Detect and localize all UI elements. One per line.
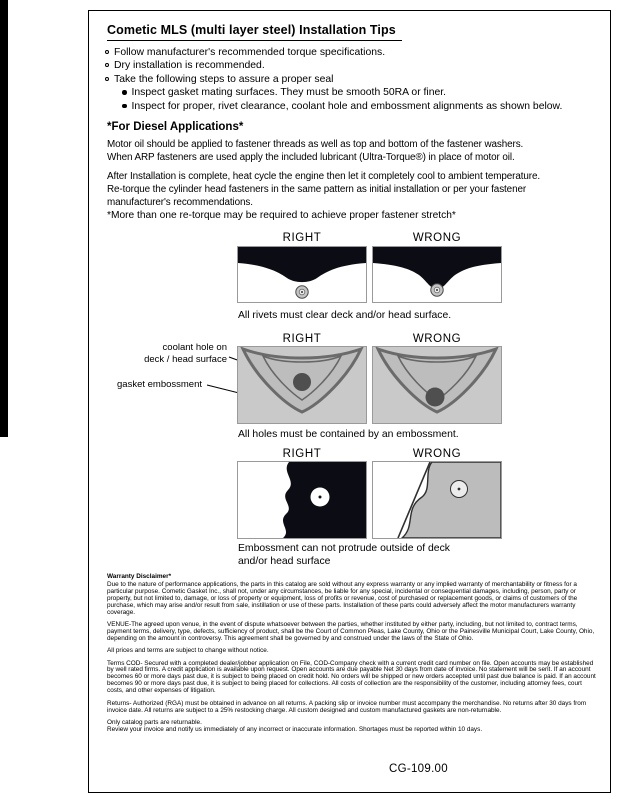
scan-edge-bar (0, 0, 8, 437)
tips-list (105, 47, 562, 114)
sub-tip-text: Inspect gasket mating surfaces. They must be smooth 50RA or finer. (131, 87, 447, 99)
diesel-paragraph-2: After Installation is complete, heat cycle the engine then let it completely cool to ambient temperature. Re-torque the cylinder head fasteners in the same pattern as initial installation or per your fastener manufacturer's recommendations. (107, 171, 541, 208)
warranty-paragraph: All prices and terms are subject to change without notice. (107, 647, 269, 655)
rivet-wrong-diagram (372, 246, 502, 303)
rivet-wrong-illustration (373, 247, 501, 302)
warranty-paragraph: Only catalog parts are returnable. (107, 718, 202, 726)
gasket-edge-shape (402, 462, 501, 538)
warranty-heading: Warranty Disclaimer* (107, 573, 172, 580)
gasket-embossment-label: gasket embossment (117, 379, 203, 390)
open-bullet-icon (105, 63, 109, 67)
rivets-caption: All rivets must clear deck and/or head surface. (238, 310, 452, 321)
holes-wrong-illustration (373, 347, 501, 423)
coolant-hole-icon (293, 373, 311, 391)
page-title: Cometic MLS (multi layer steel) Installation Tips (107, 23, 402, 41)
wrong-label: WRONG (412, 333, 462, 345)
holes-wrong-diagram (372, 346, 502, 424)
retorque-note: *More than one re-torque may be required to achieve proper fastener stretch* (107, 210, 456, 221)
tip-text: Dry installation is recommended. (114, 60, 265, 72)
filled-bullet-icon (122, 104, 127, 109)
warranty-paragraph: Review your invoice and notify us immediately of any incorrect or inaccurate information. Shortages must be reported within 10 days. (107, 725, 483, 733)
coolant-hole-icon (426, 388, 445, 407)
rivet-right-diagram (237, 246, 367, 303)
holes-right-diagram (237, 346, 367, 424)
coolant-hole-label: coolant hole on deck / head surface (144, 342, 227, 365)
sub-tip-text: Inspect for proper, rivet clearance, coolant hole and embossment alignments as shown below. (131, 100, 563, 112)
right-label: RIGHT (282, 448, 322, 460)
tip-item (105, 60, 562, 71)
deck-surface-shape (238, 247, 366, 282)
open-bullet-icon (105, 50, 109, 54)
embossment-right-illustration (238, 462, 366, 538)
warranty-paragraph: Terms COD- Secured with a completed dealer/jobber application on File, COD-Company check with a current credit card number on file. Open accounts may be established by well rated firms. A credit application is available upon request. Open accounts are due payable Net 30 days from date of invoice. No statement will be sent. If an account becomes 60 or more days past due, it is subject to being placed on credit hold. No orders will be shipped or new orders accepted until past due balance is paid. If an account becomes 90 or more days past due, it is subject to being placed for collections. All costs of collection are the responsibility of the customer, including attorney fees, court costs, and other expenses of litigation. (107, 659, 596, 695)
diesel-applications-heading: *For Diesel Applications* (107, 121, 244, 133)
tip-item (105, 47, 562, 58)
deck-surface-shape (373, 247, 501, 289)
wrong-label: WRONG (412, 448, 462, 460)
sub-tip-item (122, 87, 562, 98)
tip-text: Take the following steps to assure a proper seal (114, 73, 334, 85)
tip-item (105, 74, 562, 85)
right-label: RIGHT (282, 333, 322, 345)
warranty-paragraph: Returns- Authorized (RGA) must be obtained in advance on all returns. A packing slip or invoice number must accompany the merchandise. No returns after 30 days from invoice date. All returns are subject to a 25% restocking charge. All custom designed and custom manufactured gaskets are non-returnable. (107, 699, 587, 714)
filled-bullet-icon (122, 90, 127, 95)
embossment-caption: Embossment can not protrude outside of deck and/or head surface (238, 543, 450, 567)
holes-caption: All holes must be contained by an embossment. (238, 429, 459, 440)
warranty-paragraph: Due to the nature of performance applications, the parts in this catalog are sold without any express warranty or any implied warranty of merchantability or fitness for a particular purpose. Cometic Gasket Inc., shall not, under any circumstances, be liable for any special, incidental or consequential damages, including, person, party or property, but not limited to, damage, or loss of property or equipment, loss of profits or revenue, cost of purchased or replacement goods, or claims of customers of the purchase, which may arise and/or result from sale, instillation or use of these parts. Installation of these parts could adversely affect the motor manufacturers warranty coverage. (107, 580, 578, 616)
embossment-wrong-illustration (373, 462, 501, 538)
page-frame (88, 10, 611, 793)
rivet-right-illustration (238, 247, 366, 302)
right-label: RIGHT (282, 232, 322, 244)
holes-right-illustration (238, 347, 366, 423)
diesel-paragraph-1: Motor oil should be applied to fastener threads as well as top and bottom of the fastener washers. When ARP fasteners are used apply the included lubricant (Ultra-Torque®) in place of motor oil. (107, 139, 524, 163)
tip-text: Follow manufacturer's recommended torque specifications. (114, 47, 386, 58)
open-bullet-icon (105, 77, 109, 81)
embossment-right-diagram (237, 461, 367, 539)
wrong-label: WRONG (412, 232, 462, 244)
embossment-wrong-diagram (372, 461, 502, 539)
warranty-paragraph: VENUE-The agreed upon venue, in the event of dispute whatsoever between the parties, whether instituted by either party, including, but not limited to, contract terms, payment terms, delivery, type, defects, sufficiency of product, shall be the Court of Common Pleas, Lake County, Ohio or the Painesville Municipal Court, Lake County, Ohio, depending on the amount in controversy. This agreement shall be governed by and construed under the laws of the State of Ohio. (107, 620, 595, 642)
warranty-section (107, 574, 599, 739)
sub-tip-item (122, 101, 562, 112)
page-number: CG-109.00 (389, 763, 448, 775)
